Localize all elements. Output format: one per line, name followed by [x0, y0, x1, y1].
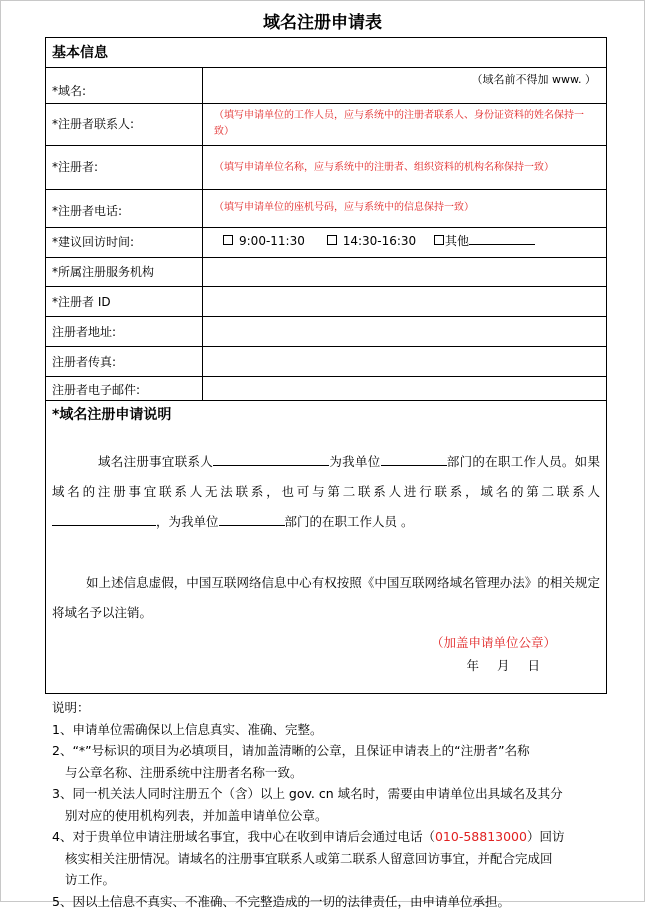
registrant-hint: （填写申请单位名称，应与系统中的注册者、组织资料的机构名称保持一致）	[214, 160, 596, 176]
agency-field[interactable]	[202, 258, 606, 286]
notes-header: 说明：	[52, 697, 612, 719]
note-2-cont: 与公章名称、注册系统中注册者名称一致。	[52, 762, 612, 784]
domain-field[interactable]	[202, 68, 606, 103]
registrant-label: *注册者:	[52, 158, 98, 175]
domain-hint: （域名前不得加 www. ）	[472, 71, 596, 87]
second-contact-name-blank[interactable]	[52, 525, 156, 526]
note-4-cont-2: 访工作。	[52, 869, 612, 891]
domain-label: *域名:	[52, 82, 86, 99]
second-contact-department-blank[interactable]	[219, 525, 285, 526]
fax-field[interactable]	[202, 347, 606, 376]
fax-label: 注册者传真:	[52, 353, 116, 370]
contact-department-blank[interactable]	[381, 465, 447, 466]
address-row	[46, 317, 606, 347]
note-4: 4、对于贵单位申请注册域名事宜，我中心在收到申请后会通过电话（010-58813000）回访	[52, 826, 612, 848]
contact-label: *注册者联系人:	[52, 115, 134, 132]
agency-row	[46, 258, 606, 287]
fax-row	[46, 347, 606, 377]
visit-row	[46, 228, 606, 258]
email-label: 注册者电子邮件:	[52, 381, 140, 398]
visit-option-1[interactable]: 9:00-11:30	[223, 234, 305, 248]
note-3: 3、同一机关法人同时注册五个（含）以上 gov. cn 域名时，需要由申请单位出具域名及其分	[52, 783, 612, 805]
checkbox-icon[interactable]	[327, 235, 337, 245]
note-3-cont: 别对应的使用机构列表，并加盖申请单位公章。	[52, 805, 612, 827]
id-row	[46, 287, 606, 317]
note-4-cont: 核实相关注册情况。请域名的注册事宜联系人或第二联系人留意回访事宜，并配合完成回	[52, 848, 612, 870]
date-line: 年 月 日	[467, 656, 540, 674]
phone-row	[46, 190, 606, 228]
agency-label: *所属注册服务机构	[52, 263, 154, 280]
address-label: 注册者地址:	[52, 323, 116, 340]
explanation-paragraph-1: 域名注册事宜联系人 为我单位 部门的在职工作人员。如果域名的注册事宜联系人无法联系，也可与第二联系人进行联系，域名的第二联系人，为我单位 部门的在职工作人员 。	[52, 447, 600, 537]
contact-field[interactable]	[202, 104, 606, 145]
stamp-note: （加盖申请单位公章）	[431, 633, 556, 651]
address-field[interactable]	[202, 317, 606, 346]
section-divider	[46, 400, 606, 401]
visit-option-3[interactable]: 其他	[434, 234, 535, 248]
phone-hint: （填写申请单位的座机号码，应与系统中的信息保持一致）	[214, 200, 596, 216]
checkbox-icon[interactable]	[434, 235, 444, 245]
contact-hint: （填写申请单位的工作人员，应与系统中的注册者联系人、身份证资料的姓名保持一致）	[214, 108, 596, 140]
visit-field	[202, 228, 606, 257]
note-2: 2、“*”号标识的项目为必填项目，请加盖清晰的公章，且保证申请表上的“注册者”名称	[52, 740, 612, 762]
note-5: 5、因以上信息不真实、不准确、不完整造成的一切的法律责任，由申请单位承担。	[52, 891, 612, 912]
contact-row	[46, 104, 606, 146]
registrant-row	[46, 146, 606, 190]
form-title: 域名注册申请表	[0, 8, 645, 33]
notes-section	[52, 697, 612, 912]
id-field[interactable]	[202, 287, 606, 316]
domain-row	[46, 68, 606, 104]
phone-label: *注册者电话:	[52, 202, 122, 219]
note-1: 1、申请单位需确保以上信息真实、准确、完整。	[52, 719, 612, 741]
phone-field[interactable]	[202, 190, 606, 227]
contact-name-blank[interactable]	[213, 465, 329, 466]
explanation-paragraph-2: 如上述信息虚假，中国互联网络信息中心有权按照《中国互联网络域名管理办法》的相关规定将域名予以注销。	[52, 568, 600, 628]
registrant-field[interactable]	[202, 146, 606, 189]
visit-label: *建议回访时间:	[52, 233, 134, 250]
visit-other-blank[interactable]	[469, 244, 535, 245]
explanation-header: *域名注册申请说明	[52, 404, 171, 424]
registration-form	[45, 37, 607, 694]
email-field[interactable]	[202, 377, 606, 400]
visit-option-2[interactable]: 14:30-16:30	[327, 234, 417, 248]
hotline-number: 010-58813000	[435, 829, 527, 844]
id-label: *注册者 ID	[52, 293, 111, 310]
email-row	[46, 377, 606, 401]
basic-info-header: 基本信息	[46, 38, 606, 68]
explanation-section	[46, 400, 606, 693]
checkbox-icon[interactable]	[223, 235, 233, 245]
